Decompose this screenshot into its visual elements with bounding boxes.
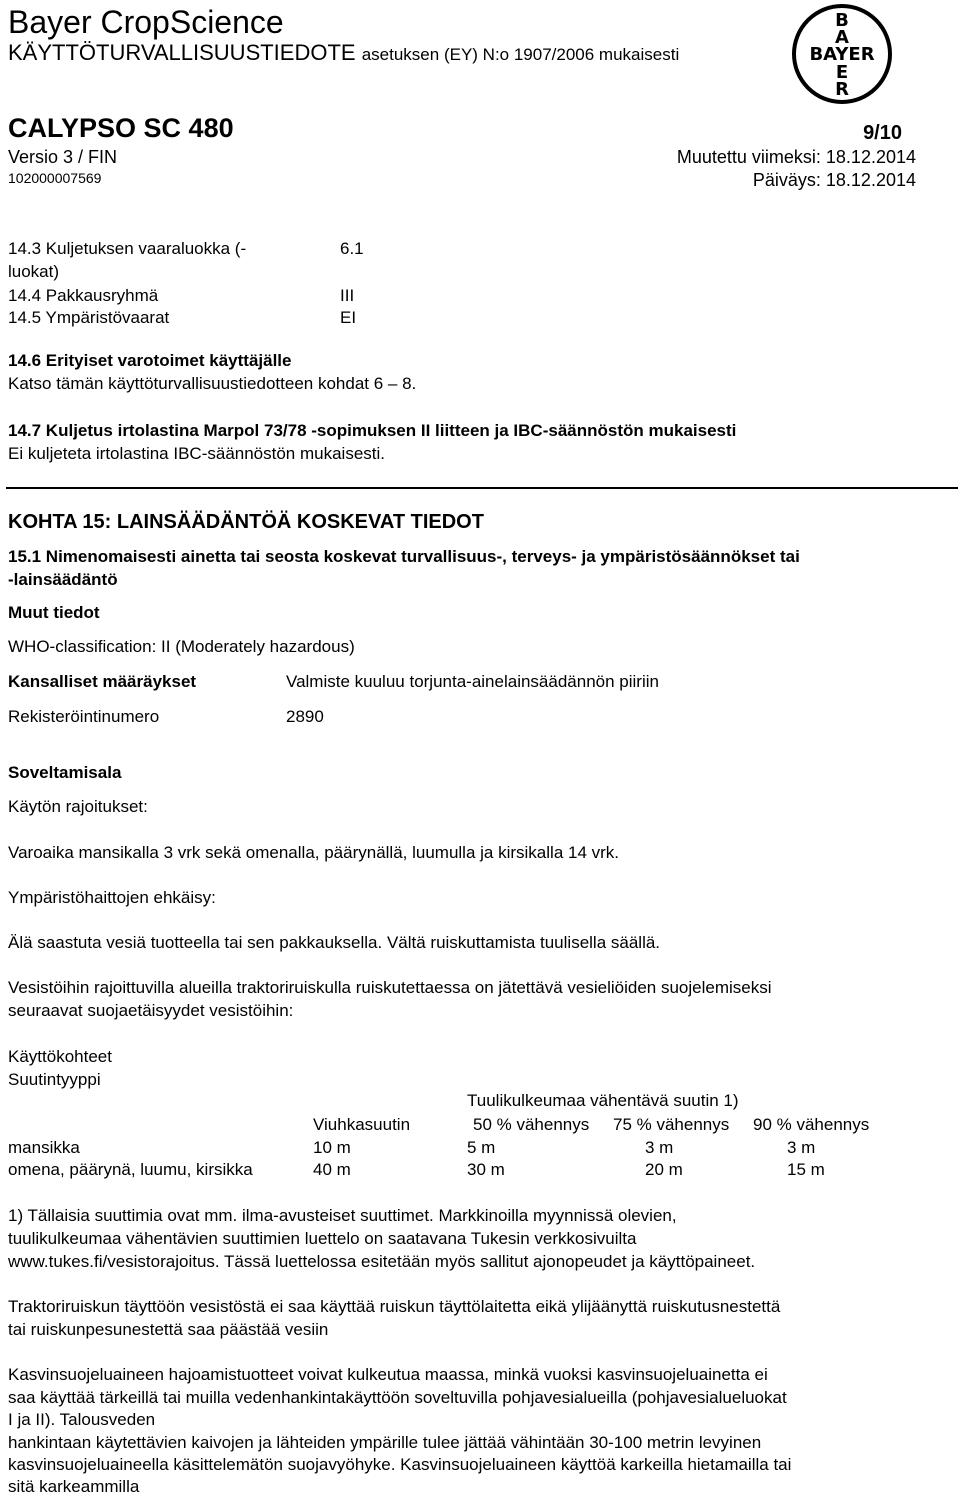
note-3-line1: Kasvinsuojeluaineen hajoamistuotteet voivat kulkeutua maassa, minkä vuoksi kasvinsuojeluainetta ei — [8, 1365, 768, 1384]
document-title — [8, 40, 679, 66]
note-1-line1: 1) Tällaisia suuttimia ovat mm. ilma-avusteiset suuttimet. Markkinoilla myynnissä olevien, — [8, 1206, 677, 1225]
issue-date: Päiväys: 18.12.2014 — [752, 170, 916, 190]
table-cell-50: 5 m — [467, 1138, 496, 1157]
company-name: Bayer CropScience — [8, 4, 284, 40]
environmental-prevention-label: Ympäristöhaittojen ehkäisy: — [8, 888, 216, 907]
no-pollution-statement: Älä saastuta vesiä tuotteella tai sen pakkauksella. Vältä ruiskuttamista tuulisella säällä. — [8, 933, 661, 952]
table-header-75: 75 % vähennys — [613, 1115, 730, 1134]
use-restrictions-label: Käytön rajoitukset: — [8, 797, 148, 816]
scope-title: Soveltamisala — [8, 763, 122, 782]
packing-group-label: 14.4 Pakkausryhmä — [8, 286, 159, 305]
nozzle-type-label: Suutintyyppi — [8, 1070, 101, 1089]
environmental-hazards-value: EI — [340, 308, 357, 327]
table-cell-crop: omena, päärynä, luumu, kirsikka — [8, 1160, 253, 1179]
buffer-zone-text-line2: seuraavat suojaetäisyydet vesistöihin: — [8, 1001, 294, 1020]
hazard-class-label-2: luokat) — [8, 262, 60, 281]
registration-number-value: 2890 — [286, 707, 324, 726]
svg-text:A: A — [835, 27, 849, 48]
bayer-cross-logo — [790, 2, 894, 106]
target-label: Käyttökohteet — [8, 1047, 112, 1066]
svg-text:R: R — [835, 79, 849, 100]
note-1-line2: tuulikulkeumaa vähentävien suuttimien luettelo on saatavana Tukesin verkkosivuilta — [8, 1229, 637, 1248]
note-3-line6: sitä karkeammilla — [8, 1477, 140, 1496]
who-classification: WHO-classification: II (Moderately hazardous) — [8, 637, 355, 656]
note-2-line1: Traktoriruiskun täyttöön vesistöstä ei saa käyttää ruiskun täyttölaitetta eikä ylijäänyttä ruiskutusnestettä — [8, 1297, 781, 1316]
environmental-hazards-label: 14.5 Ympäristövaarat — [8, 308, 170, 327]
table-header-90: 90 % vähennys — [753, 1115, 870, 1134]
table-cell-crop: mansikka — [8, 1138, 80, 1157]
hazard-class-value: 6.1 — [340, 239, 364, 258]
buffer-zone-text-line1: Vesistöihin rajoittuvilla alueilla traktoriruiskulla ruiskutettaessa on jätettävä vesieliöiden suojelemiseksi — [8, 978, 772, 997]
bulk-transport-title: 14.7 Kuljetus irtolastina Marpol 73/78 -sopimuksen II liitteen ja IBC-säännöstön mukaisesti — [8, 421, 737, 440]
registration-number-label: Rekisteröintinumero — [8, 707, 160, 726]
section-15-title: KOHTA 15: LAINSÄÄDÄNTÖÄ KOSKEVAT TIEDOT — [8, 511, 484, 533]
document-number: 102000007569 — [8, 170, 102, 186]
bayer-logo-icon — [790, 2, 894, 106]
table-cell-75: 3 m — [645, 1138, 674, 1157]
svg-text:B: B — [835, 10, 849, 31]
regulations-title-line1: 15.1 Nimenomaisesti ainetta tai seosta koskevat turvallisuus-, terveys- ja ympäristösäännökset tai — [8, 547, 800, 566]
note-3-line3: I ja II). Talousveden — [8, 1410, 156, 1429]
table-header-fan-nozzle: Viuhkasuutin — [313, 1115, 411, 1134]
doc-title-main: KÄYTTÖTURVALLISUUSTIEDOTE — [8, 40, 356, 65]
national-regulations-value: Valmiste kuuluu torjunta-ainelainsäädännön piiriin — [286, 672, 659, 691]
table-cell-fan: 40 m — [313, 1160, 351, 1179]
waiting-period: Varoaika mansikalla 3 vrk sekä omenalla, päärynällä, luumulla ja kirsikalla 14 vrk. — [8, 843, 620, 862]
special-precautions-text: Katso tämän käyttöturvallisuustiedotteen kohdat 6 – 8. — [8, 374, 417, 393]
table-cell-75: 20 m — [645, 1160, 683, 1179]
bulk-transport-text: Ei kuljeteta irtolastina IBC-säännöstön mukaisesti. — [8, 444, 386, 463]
special-precautions-title: 14.6 Erityiset varotoimet käyttäjälle — [8, 351, 292, 370]
product-name: CALYPSO SC 480 — [8, 113, 234, 143]
note-3-line5: kasvinsuojeluaineella käsittelemätön suojavyöhyke. Kasvinsuojeluaineen käyttöä karkeilla hietamailla tai — [8, 1455, 792, 1474]
note-3-line2: saa käyttää tärkeillä tai muilla vedenhankintakäyttöön soveltuvilla pohjavesialueilla (pohjavesialueluokat — [8, 1388, 787, 1407]
packing-group-value: III — [340, 286, 355, 305]
table-cell-fan: 10 m — [313, 1138, 351, 1157]
other-info-title: Muut tiedot — [8, 603, 100, 622]
svg-text:E: E — [835, 62, 849, 83]
section-divider — [6, 487, 958, 489]
national-regulations-label: Kansalliset määräykset — [8, 672, 197, 691]
modified-date: Muutettu viimeksi: 18.12.2014 — [676, 147, 916, 167]
table-cell-90: 15 m — [787, 1160, 825, 1179]
version: Versio 3 / FIN — [8, 147, 118, 167]
logo-text: BAYER — [809, 44, 875, 65]
table-header-50: 50 % vähennys — [473, 1115, 590, 1134]
hazard-class-label-1: 14.3 Kuljetuksen vaaraluokka (- — [8, 239, 247, 258]
table-group-header: Tuulikulkeumaa vähentävä suutin 1) — [467, 1091, 739, 1110]
table-cell-50: 30 m — [467, 1160, 505, 1179]
table-cell-90: 3 m — [787, 1138, 816, 1157]
note-1-line3: www.tukes.fi/vesistorajoitus. Tässä luettelossa esitetään myös sallitut ajonopeudet ja käyttöpaineet. — [8, 1252, 756, 1271]
regulations-title-line2: -lainsäädäntö — [8, 570, 118, 589]
page-number: 9/10 — [863, 122, 902, 144]
note-3-line4: hankintaan käytettävien kaivojen ja lähteiden ympärille tulee jättää vähintään 30-100 metrin levyinen — [8, 1433, 762, 1452]
note-2-line2: tai ruiskunpesunestettä saa päästää vesiin — [8, 1320, 329, 1339]
doc-title-regulation: asetuksen (EY) N:o 1907/2006 mukaisesti — [361, 45, 680, 64]
